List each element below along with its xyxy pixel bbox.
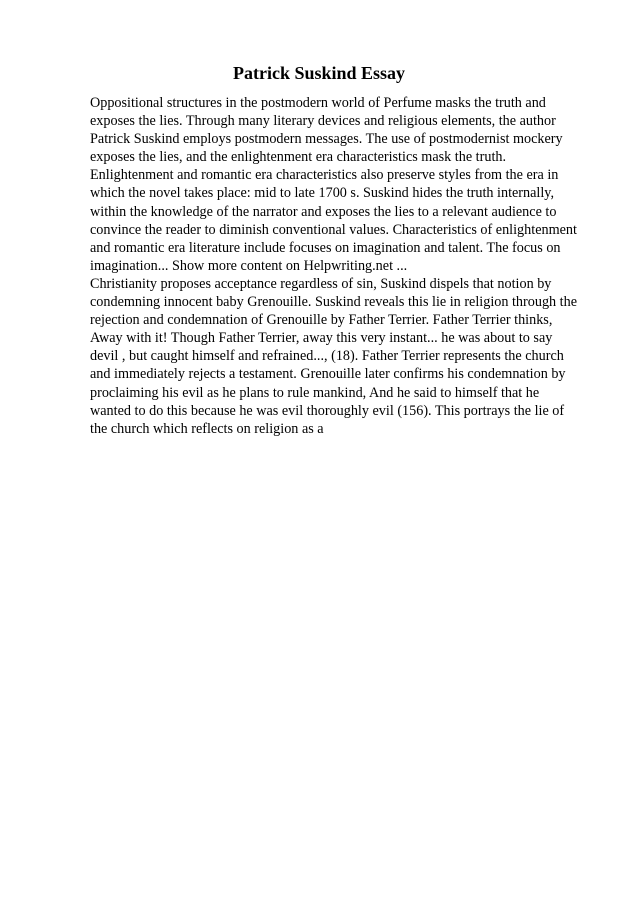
body-line: Patrick Suskind employs postmodern messages. The use of postmodernist mockery <box>90 131 563 148</box>
body-line: within the knowledge of the narrator and exposes the lies to a relevant audience to <box>90 203 557 220</box>
body-line: proclaiming his evil as he plans to rule mankind, And he said to himself that he <box>90 384 540 401</box>
body-line: devil , but caught himself and refrained..., (18). Father Terrier represents the church <box>90 348 564 365</box>
body-line: and immediately rejects a testament. Grenouille later confirms his condemnation by <box>90 366 566 383</box>
body-line: exposes the lies. Through many literary devices and religious elements, the author <box>90 113 556 130</box>
body-line: rejection and condemnation of Grenouille by Father Terrier. Father Terrier thinks, <box>90 312 553 329</box>
body-line: Enlightenment and romantic era characteristics also preserve styles from the era in <box>90 167 559 184</box>
body-line: the church which reflects on religion as a <box>90 420 324 437</box>
body-line: which the novel takes place: mid to late 1700 s. Suskind hides the truth internally, <box>90 185 555 202</box>
body-line: imagination... Show more content on Helpwriting.net ... <box>90 257 408 274</box>
body-line: Christianity proposes acceptance regardless of sin, Suskind dispels that notion by <box>90 275 552 292</box>
document-title: Patrick Suskind Essay <box>232 63 406 83</box>
body-line: condemning innocent baby Grenouille. Suskind reveals this lie in religion through the <box>90 294 578 311</box>
body-line: Oppositional structures in the postmodern world of Perfume masks the truth and <box>90 95 546 111</box>
body-line: wanted to do this because he was evil thoroughly evil (156). This portrays the lie of <box>90 402 565 419</box>
body-line: exposes the lies, and the enlightenment era characteristics mask the truth. <box>90 149 507 166</box>
body-line: convince the reader to diminish conventional values. Characteristics of enlightenment <box>90 221 577 238</box>
document-body <box>90 94 600 438</box>
body-line: Away with it! Though Father Terrier, away this very instant... he was about to say <box>90 330 553 347</box>
body-line: and romantic era literature include focuses on imagination and talent. The focus on <box>90 239 561 256</box>
